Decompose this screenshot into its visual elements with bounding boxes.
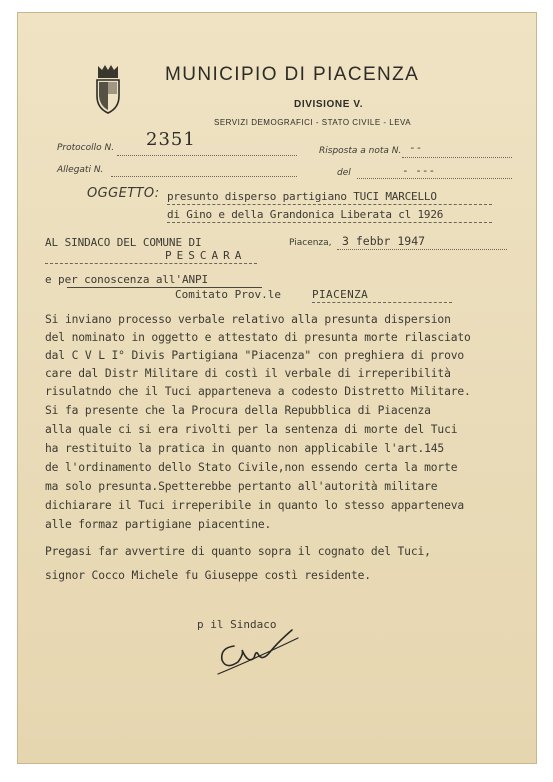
body-line: de l'ordinamento dello Stato Civile,non essendo certa la morte [45, 461, 458, 474]
del-value: - --- [402, 164, 436, 177]
date-place: Piacenza, [289, 238, 332, 248]
body-line: signor Cocco Michele fu Giuseppe costì residente. [45, 569, 371, 582]
body-line: dal C V L I° Divis Partigiana "Piacenza" con preghiera di provo [45, 349, 465, 362]
signoff: p il Sindaco [197, 618, 277, 631]
del-label: del [337, 168, 351, 178]
body-line: alle formaz partigiane piacentine. [45, 518, 272, 531]
municipality-title: MUNICIPIO DI PIACENZA [165, 64, 420, 85]
recipient-city: PESCARA [165, 249, 247, 262]
body-line: ha restituito la pratica in quanto non applicabile l'art.145 [45, 442, 445, 455]
recipient-line-4-prefix: Comitato Prov.le [175, 288, 281, 301]
oggetto-line-1: presunto disperso partigiano TUCI MARCELLO [167, 190, 437, 203]
date-value: 3 febbr 1947 [342, 234, 426, 248]
risposta-label: Risposta a nota N. [319, 146, 402, 156]
oggetto-line-2: di Gino e della Grandonica Liberata cl 1926 [167, 208, 444, 221]
recipient-line-1: AL SINDACO DEL COMUNE DI [45, 236, 202, 249]
recipient-line-3: e per conoscenza all'ANPI [45, 273, 209, 286]
body-line: alla quale ci si era rivolti per la sentenza di morte del Tuci [45, 423, 458, 436]
allegati-label: Allegati N. [57, 165, 104, 175]
body-line: ma solo presunta.Spetterebbe pertanto all'autorità militare [45, 480, 438, 493]
division-title: DIVISIONE V. [294, 99, 364, 110]
city-crest-icon [93, 64, 123, 116]
services-subtitle: SERVIZI DEMOGRAFICI - STATO CIVILE - LEVA [214, 118, 412, 127]
body-line: Si inviano processo verbale relativo alla presunta dispersion [45, 313, 451, 326]
handwritten-signature-icon [212, 624, 302, 684]
protocollo-label: Protocollo N. [57, 143, 115, 153]
body-line: care dal Distr Militare di costì il verbale di irreperibilità [45, 367, 451, 380]
risposta-value: -- [409, 141, 423, 154]
protocollo-number: 2351 [146, 129, 196, 150]
body-line: Si fa presente che la Procura della Repubblica di Piacenza [45, 404, 431, 417]
oggetto-label: OGGETTO: [87, 186, 160, 201]
letter-sheet [17, 12, 537, 764]
body-line: Pregasi far avvertire di quanto sopra il cognato del Tuci, [45, 545, 431, 558]
recipient-line-4-city: PIACENZA [312, 288, 369, 301]
body-line: dichiarare il Tuci irreperibile in quanto lo stesso apparteneva [45, 499, 465, 512]
body-line: del nominato in oggetto e attestato di presunta morte rilasciato [45, 331, 471, 344]
body-line: risulatndo che il Tuci apparteneva a codesto Distretto Militare. [45, 385, 471, 398]
